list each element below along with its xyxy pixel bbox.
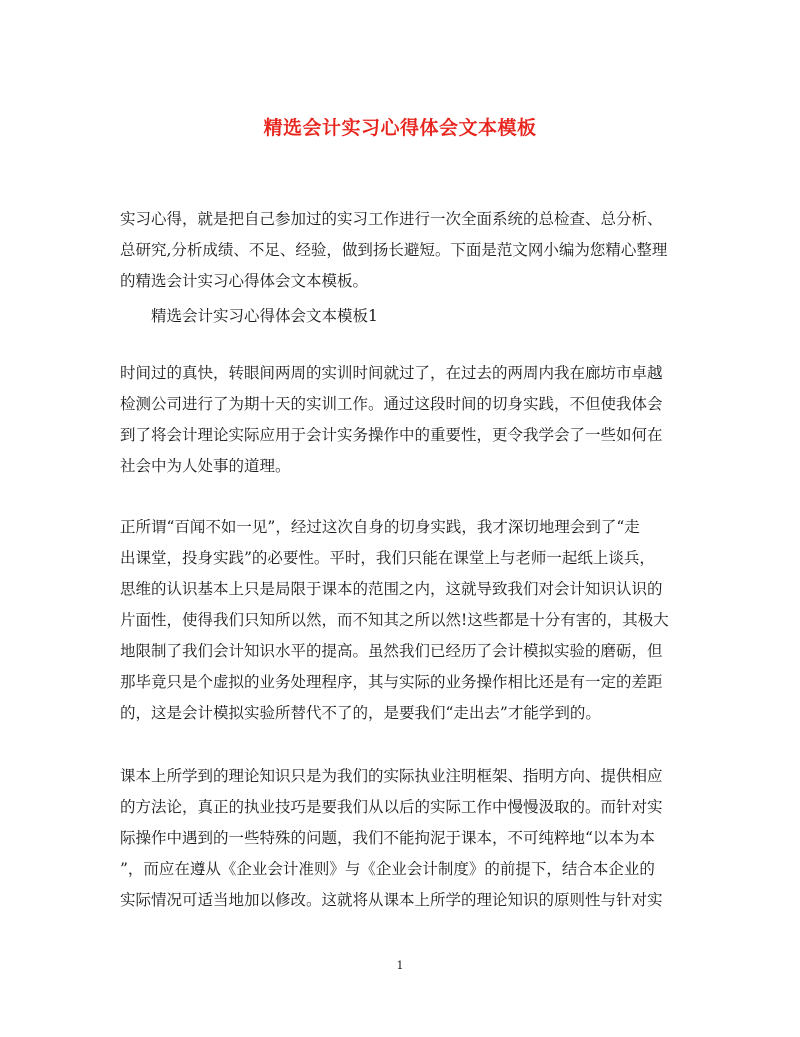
text-line: 时间过的真快，转眼间两周的实训时间就过了，在过去的两周内我在廊坊市卓越 (120, 364, 663, 382)
text-line: 际操作中遇到的一些特殊的问题，我们不能拘泥于课本，不可纯粹地“以本为本 (120, 829, 655, 847)
text-line: 课本上所学到的理论知识只是为我们的实际执业注明框架、指明方向、提供相应 (120, 767, 663, 785)
document-title: 精选会计实习心得体会文本模板 (263, 117, 537, 139)
text-line: 的精选会计实习心得体会文本模板。 (120, 272, 369, 290)
text-line: 检测公司进行了为期十天的实训工作。通过这段时间的切身实践，不但使我体会 (120, 395, 663, 413)
body-paragraph-2 (120, 512, 682, 729)
text-line: ”，而应在遵从《企业会计准则》与《企业会计制度》的前提下，结合本企业的 (120, 860, 655, 878)
page-number: 1 (396, 959, 404, 972)
text-line: 出课堂，投身实践”的必要性。平时，我们只能在课堂上与老师一起纸上谈兵， (120, 549, 655, 567)
text-line: 地限制了我们会计知识水平的提高。虽然我们已经历了会计模拟实验的磨砺，但 (120, 642, 663, 660)
section-subheading: 精选会计实习心得体会文本模板1 (151, 307, 378, 325)
body-paragraph-1 (120, 358, 682, 482)
text-line: 到了将会计理论实际应用于会计实务操作中的重要性，更令我学会了一些如何在 (120, 426, 663, 444)
text-line: 社会中为人处事的道理。 (120, 457, 291, 475)
text-line: 思维的认识基本上只是局限于课本的范围之内，这就导致我们对会计知识认识的 (120, 580, 663, 598)
intro-paragraph (120, 204, 682, 297)
text-line: 总研究,分析成绩、不足、经验，做到扬长避短。下面是范文网小编为您精心整理 (120, 241, 668, 259)
text-line: 的方法论，真正的执业技巧是要我们从以后的实际工作中慢慢汲取的。而针对实 (120, 798, 663, 816)
text-line: 实习心得，就是把自己参加过的实习工作进行一次全面系统的总检查、总分析、 (120, 210, 663, 228)
body-paragraph-3 (120, 761, 682, 916)
text-line: 实际情况可适当地加以修改。这就将从课本上所学的理论知识的原则性与针对实 (120, 891, 663, 909)
text-line: 片面性，使得我们只知所以然，而不知其之所以然!这些都是十分有害的，其极大 (120, 611, 669, 629)
text-line: 那毕竟只是个虚拟的业务处理程序，其与实际的业务操作相比还是有一定的差距 (120, 673, 663, 691)
text-line: 的，这是会计模拟实验所替代不了的，是要我们“走出去”才能学到的。 (120, 704, 601, 722)
text-line: 正所谓“百闻不如一见”，经过这次自身的切身实践，我才深切地理会到了“走 (120, 518, 640, 536)
